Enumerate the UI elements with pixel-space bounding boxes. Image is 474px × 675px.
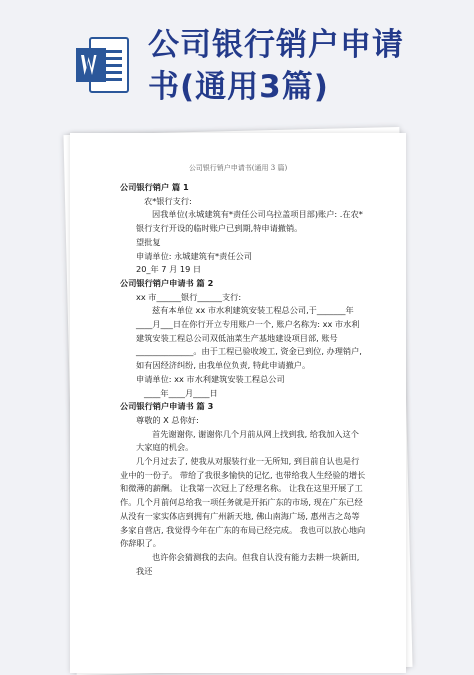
banner bbox=[0, 0, 474, 128]
applicant-2: 申请单位: xx 市水利建筑安装工程总公司 bbox=[136, 373, 285, 384]
section-heading-3: 公司银行销户申请书 篇 3 bbox=[120, 401, 214, 412]
running-head: 公司银行销户申请书(通用 3 篇) bbox=[188, 164, 288, 172]
paragraph-3b: 几个月过去了, 使我从对服装行业一无所知, 到目前自认也是行业中的一份子。 带给了我很多愉快的记忆, 也带给我人生经验的增长和微薄的薪酬。 让我第一次冠上了经理名称。 让我在这里开展了工作。几个月前何总给我一项任务就是开拓广东的市场, 现在广东已经从没有一家实体店到拥有广州新天地, 佛山南海广场, 惠州吉之岛等多家自营店, 我觉得今年在广东的布局已经完成。 我也可以放心地向你辞职了。 bbox=[120, 456, 366, 549]
salutation-1: 农*银行支行: bbox=[144, 195, 192, 206]
closing-line-1: 望批复 bbox=[136, 236, 161, 247]
paragraph-3a: 首先谢谢你, 谢谢你几个月前从网上找到我, 给我加入这个大家庭的机会。 bbox=[136, 428, 359, 453]
applicant-1: 申请单位: 永城建筑有*责任公司 bbox=[136, 250, 252, 261]
word-document-icon bbox=[74, 36, 130, 94]
salutation-2: xx 市______银行______支行: bbox=[136, 291, 242, 302]
date-1: 20_年 7 月 19 日 bbox=[136, 264, 202, 275]
date-2: ____年____月____日 bbox=[144, 387, 218, 398]
paragraph-2: 兹有本单位 xx 市水利建筑安装工程总公司,于_______年____月___日在你行开立专用账户一个, 账户名称为: xx 市水利建筑安装工程总公司双低油菜生产基地建设项目部, 账号______________。由于工程已验收竣工, 资金已到位, 办理销户, 如有因经济纠纷, 由我单位负责, 特此申请撤户。 bbox=[136, 305, 362, 371]
paragraph-3c: 也许你会猜测我的去向。但我自认没有能力去耕一块新田, 我还 bbox=[136, 551, 360, 576]
section-heading-2: 公司银行销户申请书 篇 2 bbox=[120, 277, 214, 288]
document-body bbox=[120, 181, 366, 578]
banner-title bbox=[148, 24, 468, 108]
section-heading-1: 公司银行销户 篇 1 bbox=[120, 182, 189, 192]
salutation-3: 尊敬的 X 总你好: bbox=[136, 414, 199, 425]
banner-title-line-2: 书(通用3篇) bbox=[148, 69, 329, 105]
document-page[interactable] bbox=[70, 133, 406, 673]
paragraph-1: 因我单位(永城建筑有*责任公司乌拉盖项目部)账户: .在农*银行支行开设的临时账户已到期,特申请撤销。 bbox=[136, 209, 363, 234]
banner-title-line-1: 公司银行销户申请 bbox=[148, 27, 404, 63]
